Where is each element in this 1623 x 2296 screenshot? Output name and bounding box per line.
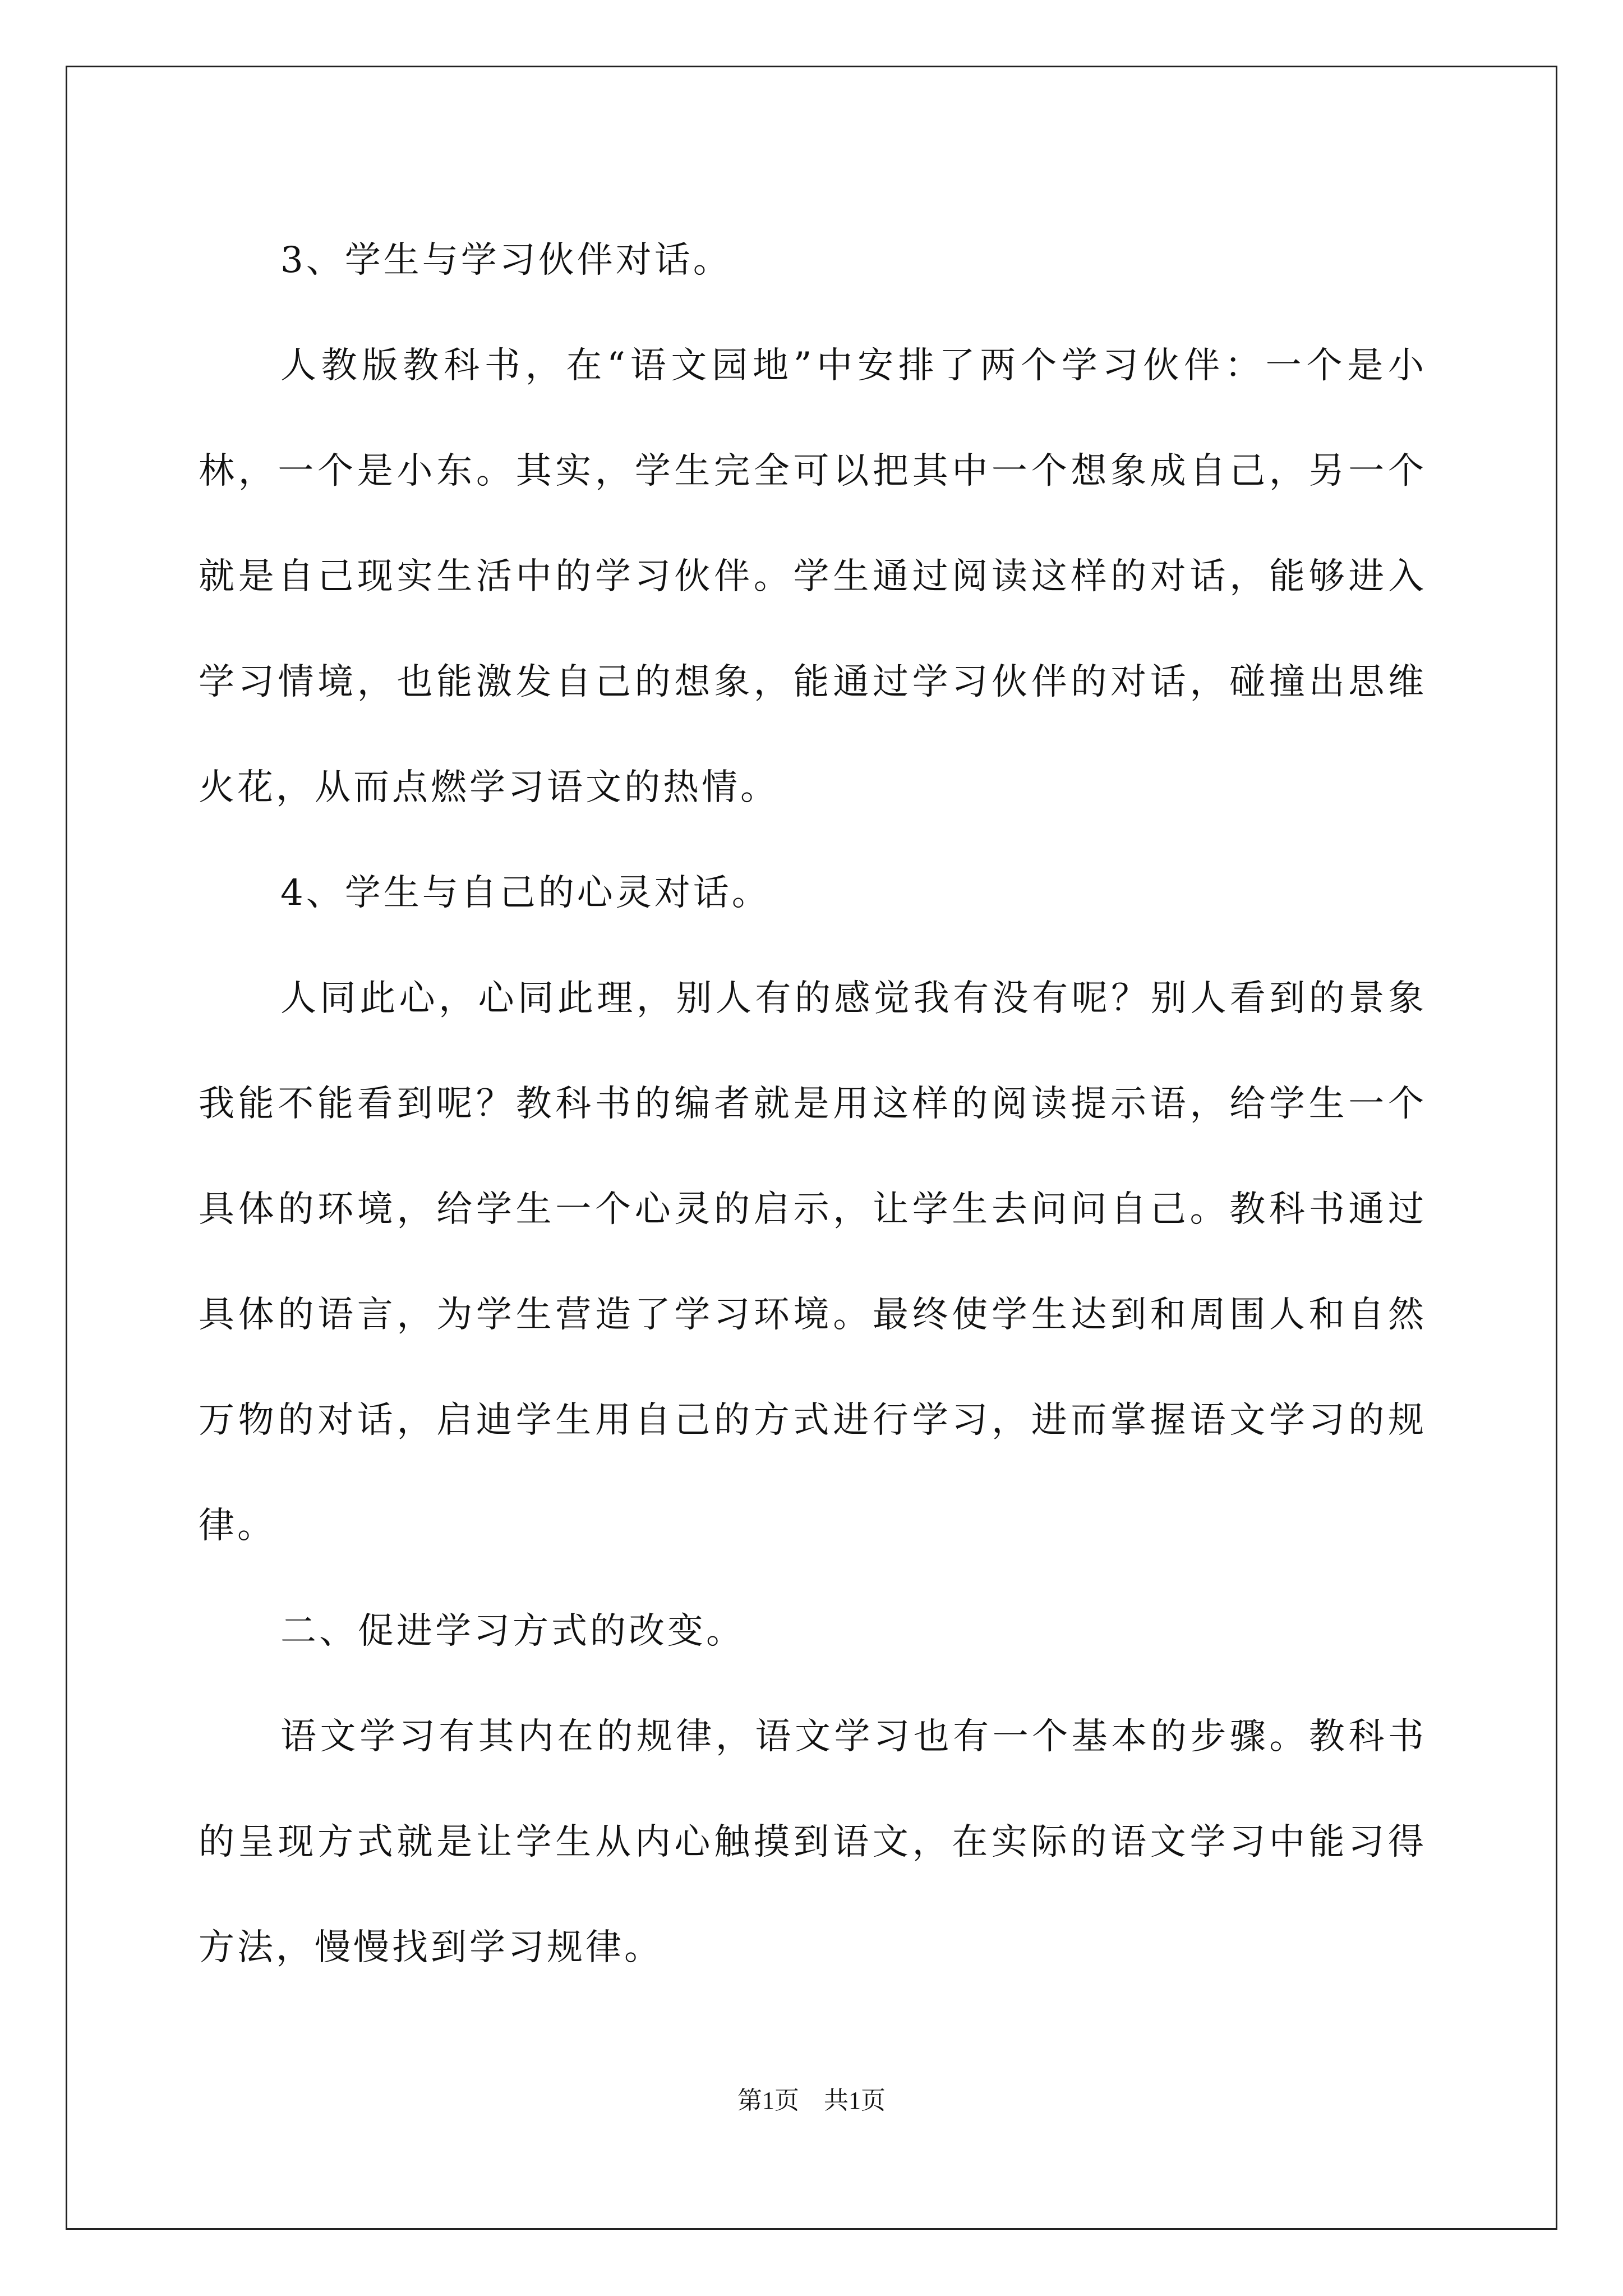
paragraph-learning-partners: 人教版教科书，在“语文园地”中安排了两个学习伙伴：一个是小林，一个是小东。其实，学生完全可以把其中一个想象成自己，另一个就是自己现实生活中的学习伙伴。学生通过阅读这样的对话，能够进入学习情境，也能激发自己的想象，能通过学习伙伴的对话，碰撞出思维火花，从而点燃学习语文的热情。 xyxy=(199,345,1427,808)
document-body xyxy=(199,208,1427,2000)
heading-learning-method-change: 二、促进学习方式的改变。 xyxy=(280,1611,745,1652)
page-number-footer: 第1页 共1页 xyxy=(737,2087,886,2114)
paragraph-inner-dialogue: 人同此心，心同此理，别人有的感觉我有没有呢？别人看到的景象我能不能看到呢？教科书的编者就是用这样的阅读提示语，给学生一个具体的环境，给学生一个心灵的启示，让学生去问问自己。教科书通过具体的语言，为学生营造了学习环境。最终使学生达到和周围人和自然万物的对话，启迪学生用自己的方式进行学习，进而掌握语文学习的规律。 xyxy=(199,978,1427,1547)
heading-dialogue-with-partner: 3、学生与学习伙伴对话。 xyxy=(280,240,732,281)
paragraph-learning-rules: 语文学习有其内在的规律，语文学习也有一个基本的步骤。教科书的呈现方式就是让学生从内心触摸到语文，在实际的语文学习中能习得方法，慢慢找到学习规律。 xyxy=(199,1716,1427,1968)
heading-dialogue-with-self: 4、学生与自己的心灵对话。 xyxy=(280,872,771,914)
